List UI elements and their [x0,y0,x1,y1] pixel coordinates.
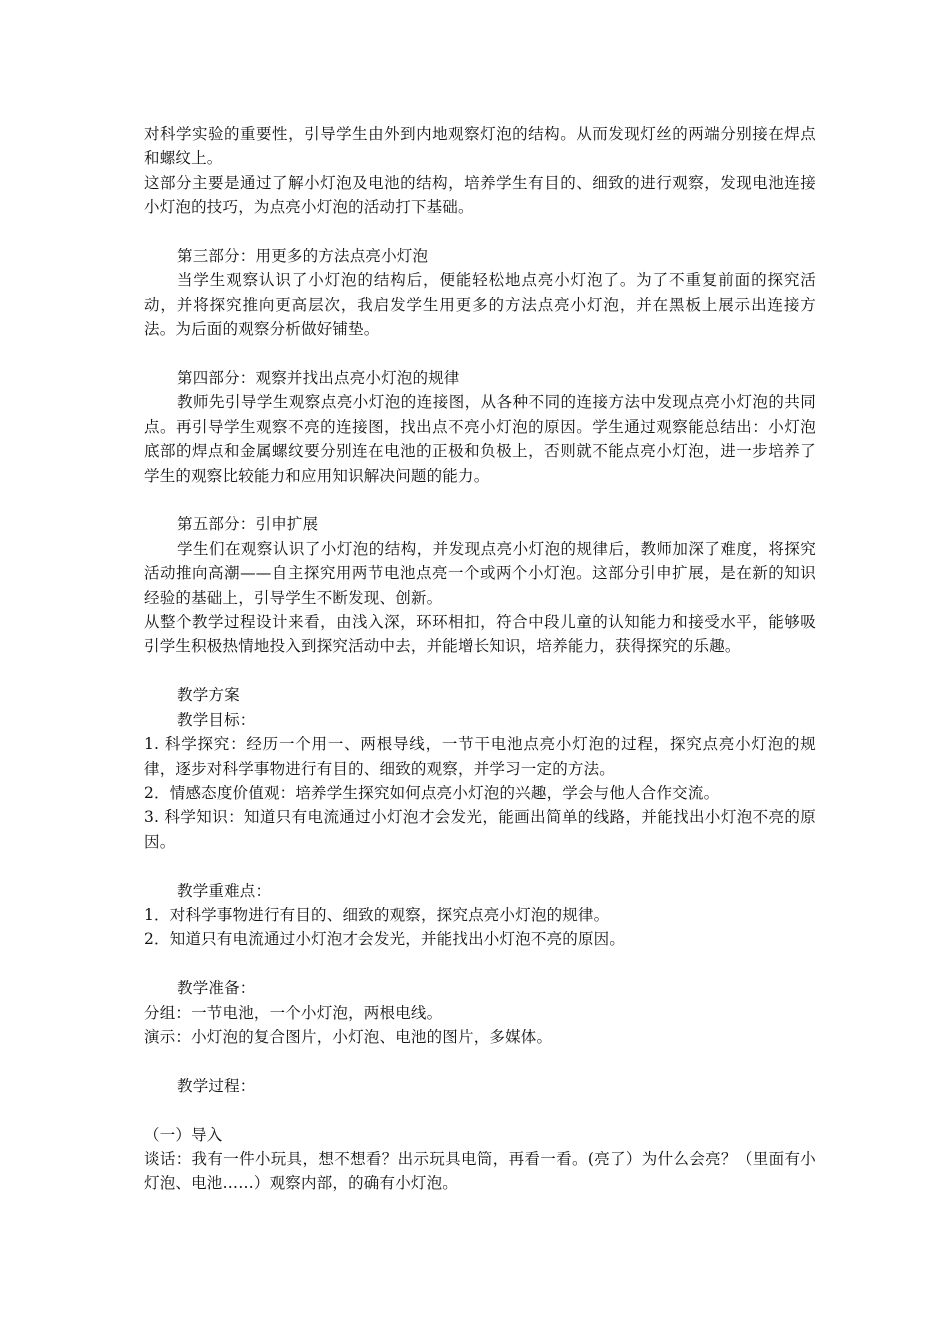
paragraph: 1. 科学探究：经历一个用一、两根导线，一节干电池点亮小灯泡的过程，探究点亮小灯泡的规律，逐步对科学事物进行有目的、细致的观察，并学习一定的方法。 [144,735,816,778]
paragraph: 3. 科学知识：知道只有电流通过小灯泡才会发光，能画出简单的线路，并能找出小灯泡不亮的原因。 [144,808,816,851]
paragraph: 1．对科学事物进行有目的、细致的观察，探究点亮小灯泡的规律。 [144,905,610,924]
blank-line [144,342,816,366]
paragraph: 2．情感态度价值观：培养学生探究如何点亮小灯泡的兴趣，学会与他人合作交流。 [144,783,720,802]
blank-line [144,659,816,683]
blank-line [144,1049,816,1073]
paragraph: 教学准备： [177,979,256,998]
blank-line [144,854,816,878]
blank-line [144,488,816,512]
paragraph: 2．知道只有电流通过小灯泡才会发光，并能找出小灯泡不亮的原因。 [144,930,626,949]
paragraph: 教学过程： [177,1076,256,1095]
paragraph: 对科学实验的重要性，引导学生由外到内地观察灯泡的结构。从而发现灯丝的两端分别接在焊点和螺纹上。 [144,125,816,168]
paragraph: （一）导入 [144,1125,223,1144]
paragraph: 学生们在观察认识了小灯泡的结构，并发现点亮小灯泡的规律后，教师加深了难度，将探究活动推向高潮——自主探究用两节电池点亮一个或两个小灯泡。这部分引申扩展，是在新的知识经验的基础上，引导学生不断发现、创新。 [144,539,816,607]
paragraph: 这部分主要是通过了解小灯泡及电池的结构，培养学生有目的、细致的进行观察，发现电池连接小灯泡的技巧，为点亮小灯泡的活动打下基础。 [144,173,816,217]
paragraph: 教学方案 [177,686,240,705]
blank-line [144,952,816,976]
paragraph: 分组：一节电池，一个小灯泡，两根电线。 [144,1003,443,1022]
paragraph: 教学重难点： [177,881,272,900]
document-page [144,122,816,1196]
paragraph: 第五部分：引申扩展 [177,515,319,534]
paragraph: 教学目标： [177,710,256,729]
paragraph: 第四部分：观察并找出点亮小灯泡的规律 [177,369,460,388]
paragraph: 教师先引导学生观察点亮小灯泡的连接图，从各种不同的连接方法中发现点亮小灯泡的共同点。再引导学生观察不亮的连接图，找出点不亮小灯泡的原因。学生通过观察能总结出：小灯泡底部的焊点和金属螺纹要分别连在电池的正极和负极上，否则就不能点亮小灯泡，进一步培养了学生的观察比较能力和应用知识解决问题的能力。 [144,393,816,485]
paragraph: 演示：小灯泡的复合图片，小灯泡、电池的图片，多媒体。 [144,1027,553,1046]
blank-line [144,220,816,244]
paragraph: 从整个教学过程设计来看，由浅入深，环环相扣，符合中段儿童的认知能力和接受水平，能够吸引学生积极热情地投入到探究活动中去，并能增长知识，培养能力，获得探究的乐趣。 [144,613,816,656]
paragraph: 第三部分：用更多的方法点亮小灯泡 [177,247,429,266]
paragraph: 谈话：我有一件小玩具，想不想看？出示玩具电筒，再看一看。(亮了）为什么会亮？（里面有小灯泡、电池……）观察内部，的确有小灯泡。 [144,1149,816,1193]
paragraph: 当学生观察认识了小灯泡的结构后，便能轻松地点亮小灯泡了。为了不重复前面的探究活动，并将探究推向更高层次，我启发学生用更多的方法点亮小灯泡，并在黑板上展示出连接方法。为后面的观察分析做好铺垫。 [144,271,816,339]
blank-line [144,1098,816,1122]
